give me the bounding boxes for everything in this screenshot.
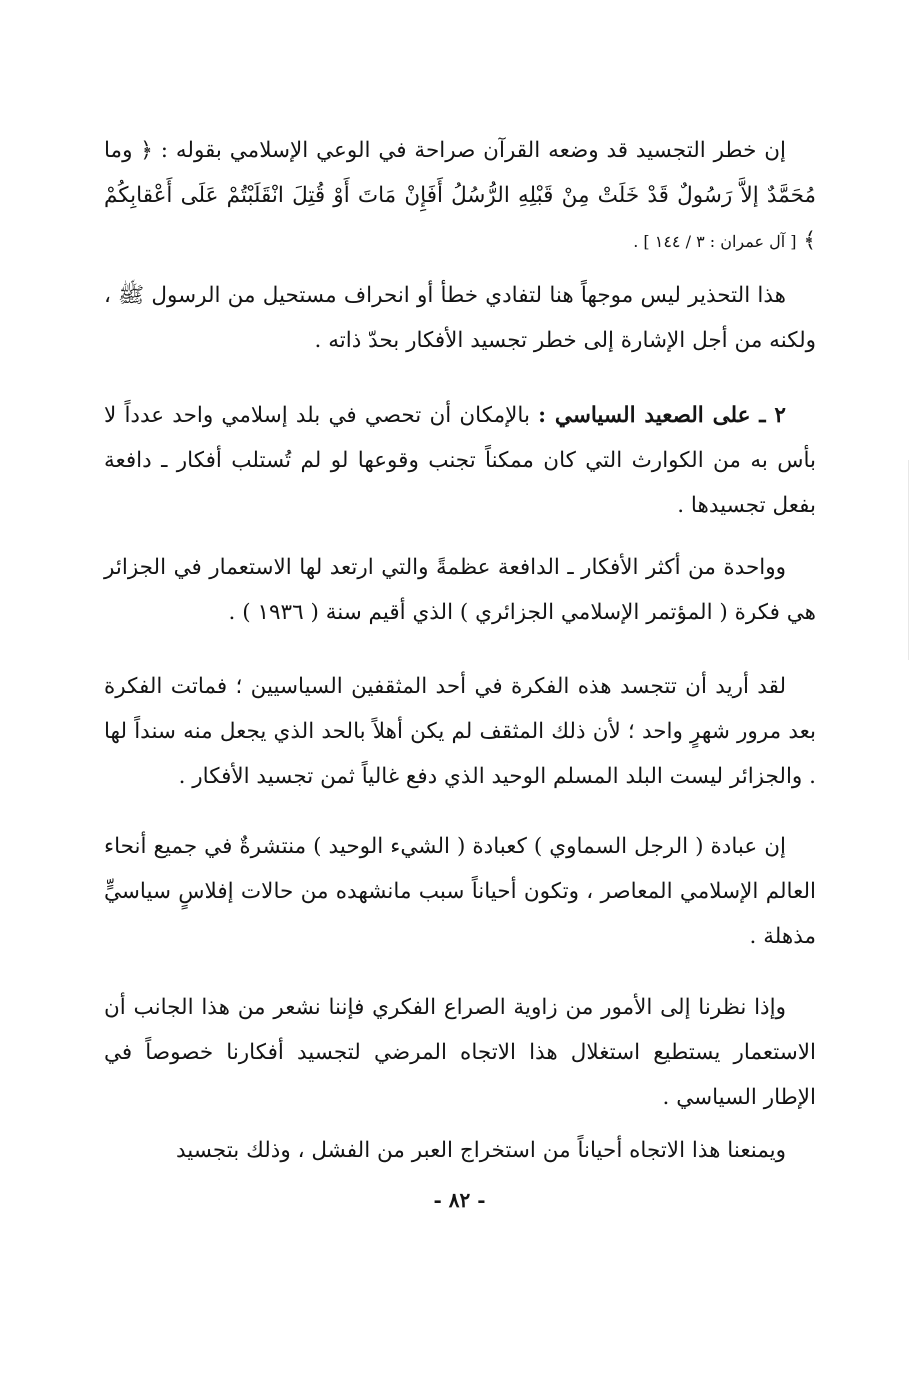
paragraph-text: بالإمكان أن تحصي في بلد إسلامي واحد عدداً لا بأس به من الكوارث التي كان ممكناً تجنب وقوعها لو لم تُستلب أفكار ـ دافعة بفعل تجسيدها . [104, 403, 816, 518]
paragraph-worship [104, 824, 816, 959]
paragraph-text: هذا التحذير ليس موجهاً هنا لتفادي خطأ أو انحراف مستحيل من الرسول ﷺ ، ولكنه من أجل الإشارة إلى خطر تجسيد الأفكار بحدّ ذاته . [104, 283, 816, 353]
paragraph-intro-line: إن خطر التجسيد قد وضعه القرآن صراحة في الوعي الإسلامي بقوله : [160, 138, 786, 163]
paragraph-algeria-congress [104, 545, 816, 635]
paragraph-idea-embodiment [104, 664, 816, 799]
paragraph-text: لقد أريد أن تتجسد هذه الفكرة في أحد المثقفين السياسيين ؛ فماتت الفكرة بعد مرور شهرٍ واحد ؛ لأن ذلك المثقف لم يكن أهلاً بالحد الذي يجعل منه سنداً لها . والجزائر ليست البلد المسلم الوحيد الذي دفع غالياً ثمن تجسيد الأفكار . [104, 674, 816, 789]
section-heading: ٢ ـ على الصعيد السياسي : [538, 403, 786, 428]
paragraph-intellectual-struggle [104, 985, 816, 1120]
paragraph-text: ويمنعنا هذا الاتجاه أحياناً من استخراج العبر من الفشل ، وذلك بتجسيد [175, 1138, 786, 1163]
paragraph-warning-purpose [104, 273, 816, 363]
verse-reference: [ آل عمران : ٣ / ١٤٤ ] . [633, 232, 797, 251]
page-number: - ٨٢ - [433, 1188, 486, 1212]
paragraph-text: وواحدة من أكثر الأفكار ـ الدافعة عظمةً والتي ارتعد لها الاستعمار في الجزائر هي فكرة ( المؤتمر الإسلامي الجزائري ) الذي أقيم سنة ( ١٩٣٦ ) . [104, 555, 816, 625]
quran-verse: ﴿ وما مُحَمَّدٌ إلاَّ رَسُولٌ قَدْ خَلَتْ مِنْ قَبْلِهِ الرُّسُلُ أَفَإِنْ مَاتَ أَوْ قُتِلَ انْقَلَبْتُمْ عَلَى أَعْقابِكُمْ ﴾ [104, 138, 816, 253]
paragraph-quran-warning [104, 128, 816, 264]
scan-margin-shadow [908, 460, 909, 660]
paragraph-text: إن عبادة ( الرجل السماوي ) كعبادة ( الشيء الوحيد ) منتشرةٌ في جميع أنحاء العالم الإسلامي المعاصر ، وتكون أحياناً سبب مانشهده من حالات إفلاسٍ سياسيٍّ مذهلة . [104, 834, 816, 949]
paragraph-political-level [104, 393, 816, 528]
paragraph-text: وإذا نظرنا إلى الأمور من زاوية الصراع الفكري فإننا نشعر من هذا الجانب أن الاستعمار يستطيع استغلال هذا الاتجاه المرضي لتجسيد أفكارنا خصوصاً في الإطار السياسي . [104, 995, 816, 1110]
paragraph-lessons [104, 1128, 816, 1173]
